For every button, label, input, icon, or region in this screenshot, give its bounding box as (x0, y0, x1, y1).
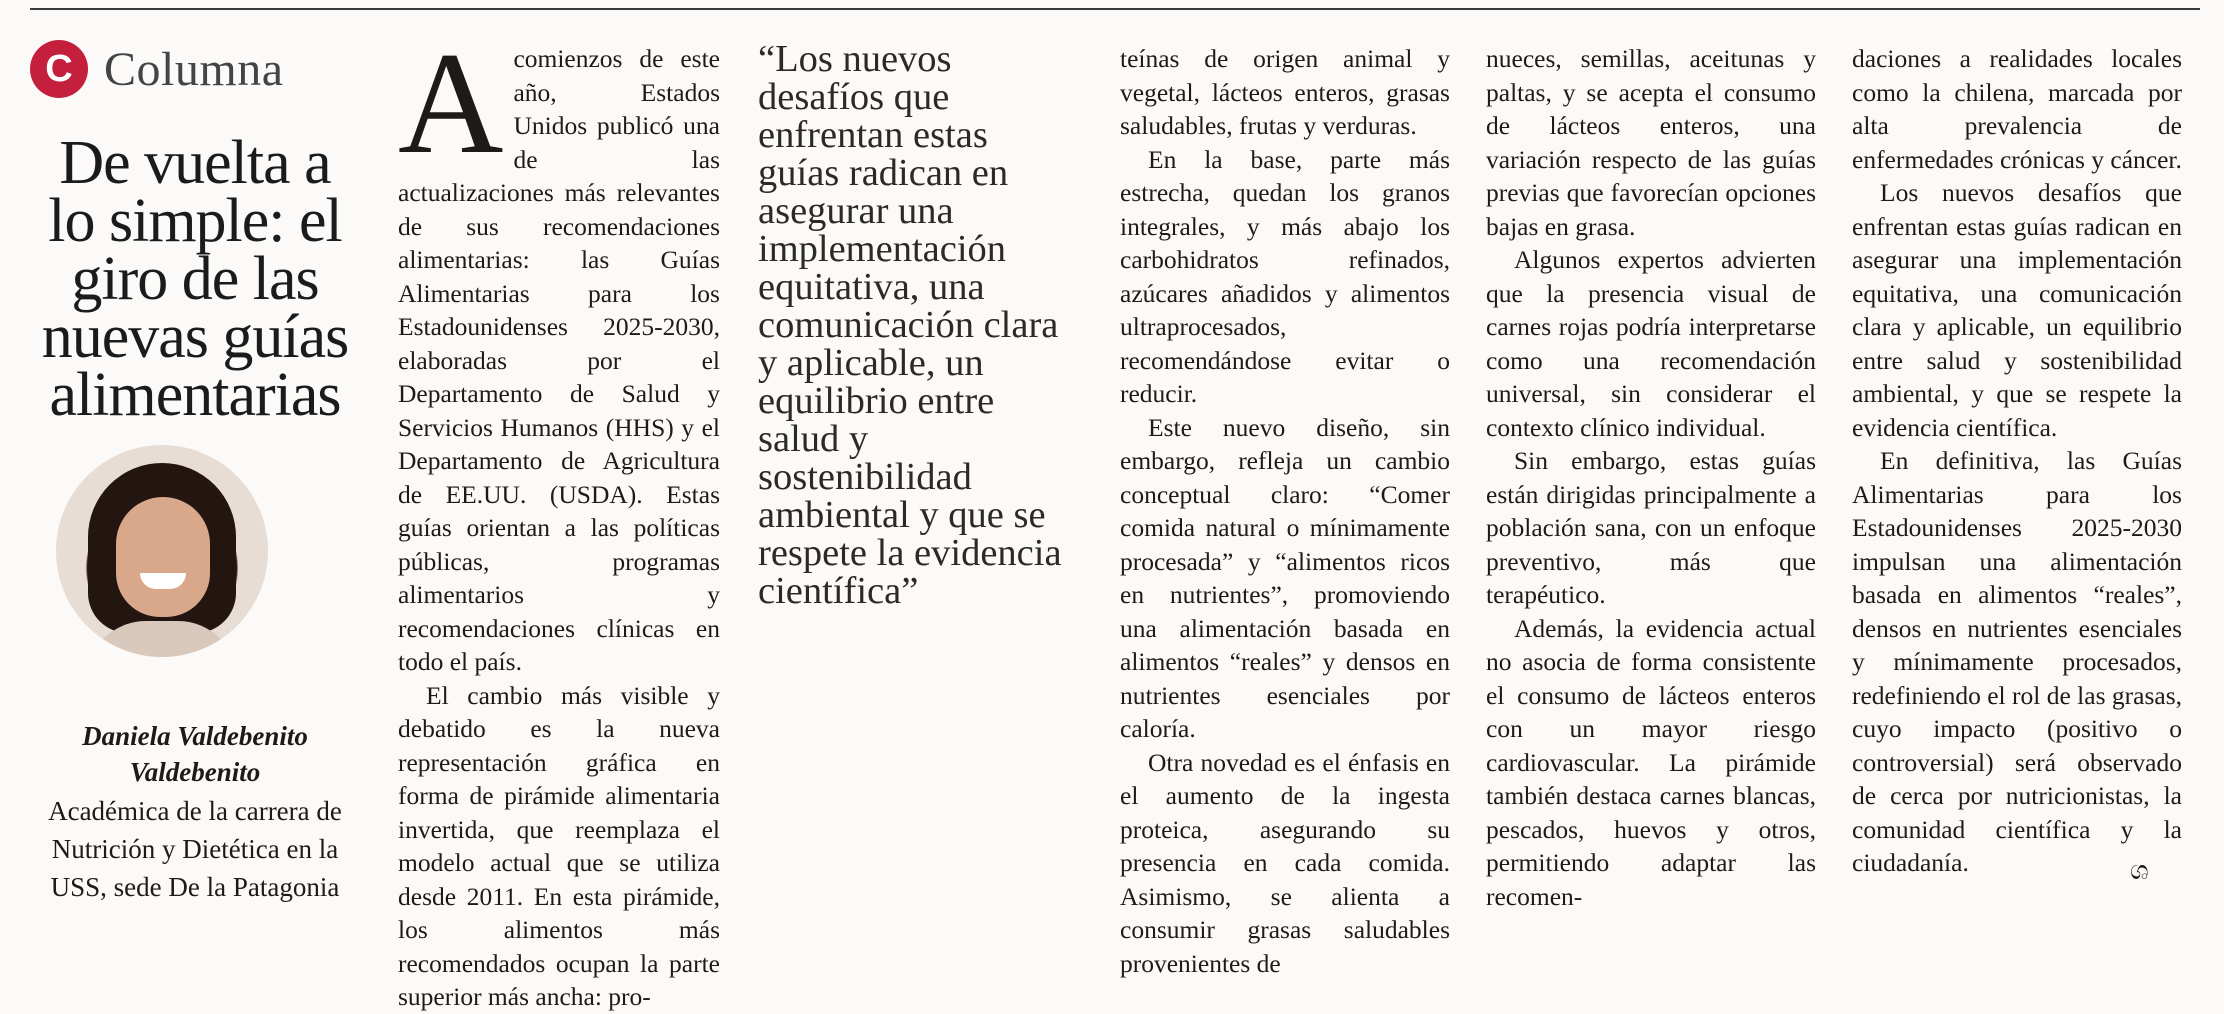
top-rule (30, 8, 2200, 10)
left-column (30, 38, 360, 429)
section-name: Columna (104, 42, 284, 96)
paragraph: daciones a realidades locales como la chilena, marcada por alta prevalencia de enfermedades crónicas y cáncer. (1852, 44, 2182, 174)
paragraph: El cambio más visible y debatido es la nueva representación gráfica en forma de pirámide alimentaria invertida, que reemplaza el modelo actual que se utiliza desde 2011. En esta pirámide, los alimentos más recomendados ocupan la parte superior más ancha: pro- (398, 680, 720, 1011)
headline-line: nuevas guías (41, 303, 349, 371)
author-photo (56, 445, 268, 657)
headline (30, 129, 360, 429)
author-block (30, 718, 360, 906)
paragraph: Algunos expertos advierten que la presencia visual de carnes rojas podría interpretarse como una recomendación universal, sin considerar el contexto clínico individual. (1486, 245, 1816, 442)
article-column-3 (1486, 42, 1816, 913)
article-column-2 (1120, 42, 1450, 980)
headline-line: giro de las (71, 245, 319, 313)
article-column-1 (398, 22, 720, 1014)
paragraph: Este nuevo diseño, sin embargo, refleja un cambio conceptual claro: “Comer comida natural o mínimamente procesada” y “alimentos ricos en nutrientes”, promoviendo una alimentación basada en alimentos “reales” y densos en nutrientes esenciales por caloría. (1120, 412, 1450, 743)
article-column-4 (1852, 42, 2182, 880)
pull-quote: “Los nuevos desafíos que enfrentan estas guías radican en asegurar una implementación equitativa, una comunicación clara y aplicable, un equilibrio entre salud y sostenibilidad ambiental y que se respete la evidencia científica” (758, 38, 1062, 612)
paragraph: teínas de origen animal y vegetal, lácteos enteros, grasas saludables, frutas y verduras. (1120, 44, 1450, 140)
paragraph: En la base, parte más estrecha, quedan los granos integrales, y más abajo los carbohidratos refinados, azúcares añadidos y alimentos ultraprocesados, recomendándose evitar o reducir. (1120, 144, 1450, 408)
section-header (30, 38, 360, 100)
paragraph: nueces, semillas, aceitunas y paltas, y se acepta el consumo de lácteos enteros, una variación respecto de las guías previas que favorecían opciones bajas en grasa. (1486, 44, 1816, 241)
paragraph: Sin embargo, estas guías están dirigidas principalmente a población sana, con un enfoque preventivo, más que terapéutico. (1486, 446, 1816, 609)
author-name: Daniela Valdebenito Valdebenito (82, 721, 308, 787)
headline-line: alimentarias (49, 361, 341, 429)
section-badge: C (30, 40, 88, 98)
author-bio: Académica de la carrera de Nutrición y Dietética en la USS, sede De la Patagonia (48, 796, 342, 902)
paragraph: Además, la evidencia actual no asocia de forma consistente el consumo de lácteos enteros con un mayor riesgo cardiovascular. La pirámide también destaca carnes blancas, pescados, huevos y otros, permitiendo adaptar las recomen- (1486, 613, 1816, 911)
headline-line: De vuelta a (59, 129, 331, 197)
drop-cap: A (398, 22, 504, 184)
paragraph: Acomienzos de este año, Estados Unidos publicó una de las actualizaciones más relevantes de sus recomendaciones alimentarias: las Guías Alimentarias para los Estadounidenses 2025-2030, elaboradas por el Departamento de Salud y Servicios Humanos (HHS) y el Departamento de Agricultura de EE.UU. (USDA). Estas guías orientan a las políticas públicas, programas alimentarios y recomendaciones clínicas en todo el país. (398, 22, 720, 676)
paragraph: En definitiva, las Guías Alimentarias para los Estadounidenses 2025-2030 impulsan una alimentación basada en alimentos “reales”, densos en nutrientes esenciales y mínimamente procesados, redefiniendo el rol de las grasas, cuyo impacto (positivo o controversial) será observado de cerca por nutricionistas, la comunidad científica y la ciudadanía. (1852, 446, 2182, 877)
paragraph: Los nuevos desafíos que enfrentan estas guías radican en asegurar una implementación equitativa, una comunicación clara y aplicable, un equilibrio entre salud y sostenibilidad ambiental, y que se respete la evidencia científica. (1852, 178, 2182, 442)
end-mark-icon: ශ (2130, 856, 2149, 885)
paragraph: Otra novedad es el énfasis en el aumento de la ingesta proteica, asegurando su presencia en cada comida. Asimismo, se alienta a consumir grasas saludables provenientes de (1120, 747, 1450, 978)
headline-line: lo simple: el (48, 187, 342, 255)
